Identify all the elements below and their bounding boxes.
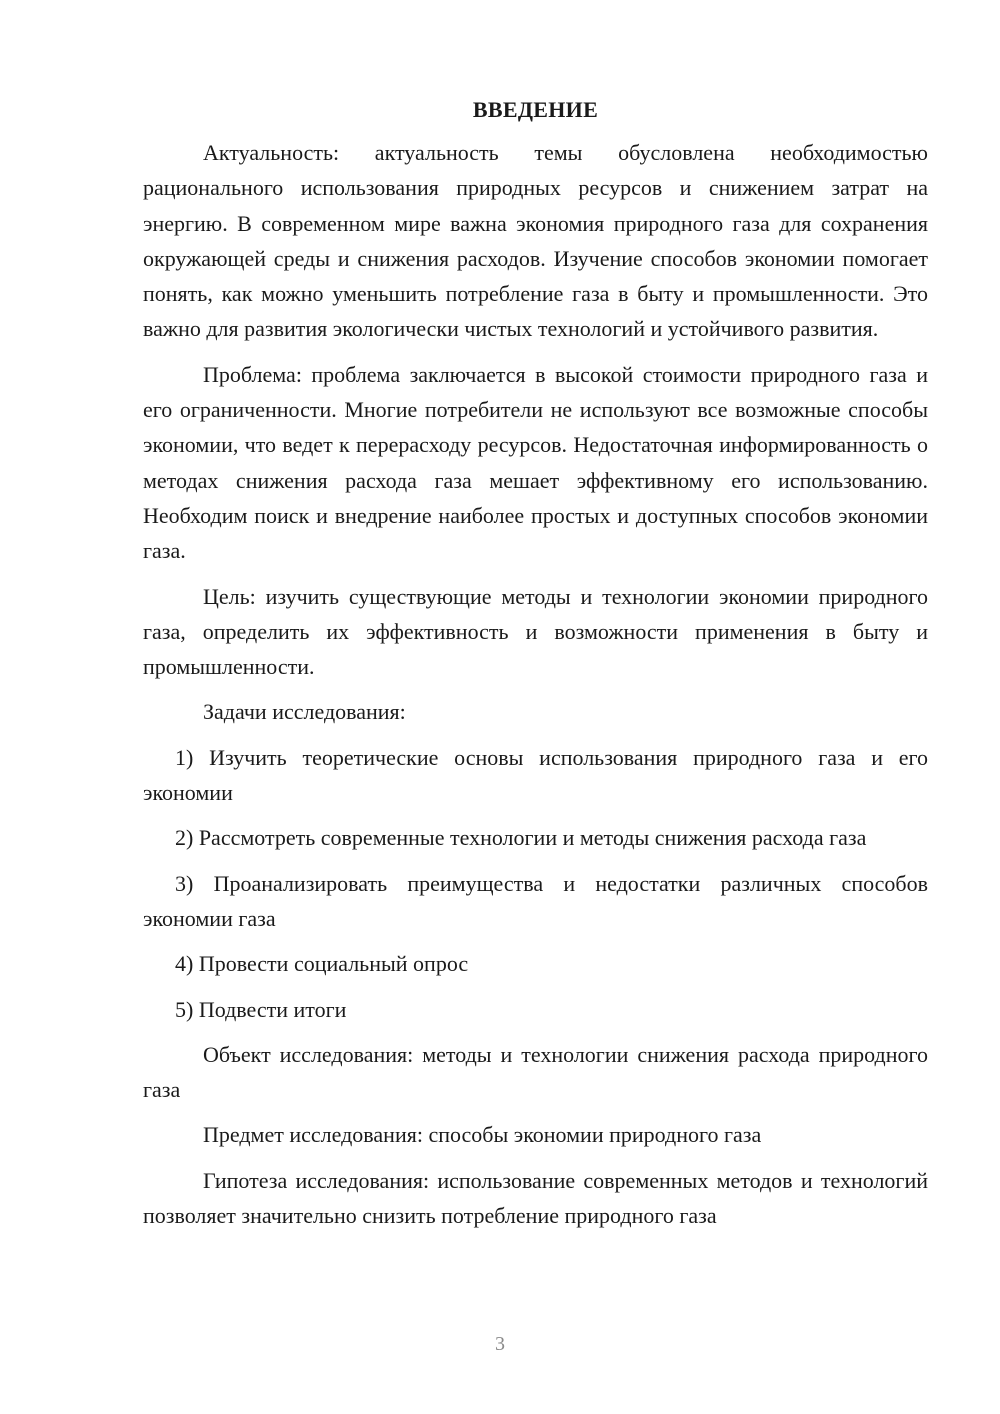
paragraph-goal: Цель: изучить существующие методы и технологии экономии природного газа, определить их эффективность и возможности применения в быту и промышленности. [143,583,928,680]
task-item-2: 2) Рассмотреть современные технологии и методы снижения расхода газа [175,825,867,851]
paragraph-hypothesis: Гипотеза исследования: использование современных методов и технологий позволяет значительно снизить потребление природного газа [143,1167,928,1229]
paragraph-subject: Предмет исследования: способы экономии природного газа [203,1122,762,1148]
paragraph-relevance: Актуальность: актуальность темы обусловлена необходимостью рационального использования природных ресурсов и снижением затрат на энергию. В современном мире важна экономия природного газа для сохранения окружающей среды и снижения расходов. Изучение способов экономии помогает понять, как можно уменьшить потребление газа в быту и промышленности. Это важно для развития экологически чистых технологий и устойчивого развития. [143,140,928,342]
page-number: 3 [495,1333,505,1355]
task-item-1: 1) Изучить теоретические основы использования природного газа и его экономии [143,744,928,806]
task-item-3: 3) Проанализировать преимущества и недостатки различных способов экономии газа [143,870,928,931]
paragraph-object: Объект исследования: методы и технологии снижения расхода природного газа [143,1041,928,1103]
paragraph-problem: Проблема: проблема заключается в высокой стоимости природного газа и его ограниченности. Многие потребители не используют все возможные способы экономии, что ведет к перерасходу ресурсов. Недостаточная информированность о методах снижения расхода газа мешает эффективному его использованию. Необходим поиск и внедрение наиболее простых и доступных способов экономии газа. [143,361,928,564]
document-page [143,95,928,1243]
task-item-4: 4) Провести социальный опрос [175,951,469,977]
section-heading: ВВЕДЕНИЕ [472,97,599,122]
task-item-5: 5) Подвести итоги [175,996,347,1022]
tasks-title: Задачи исследования: [203,699,406,725]
